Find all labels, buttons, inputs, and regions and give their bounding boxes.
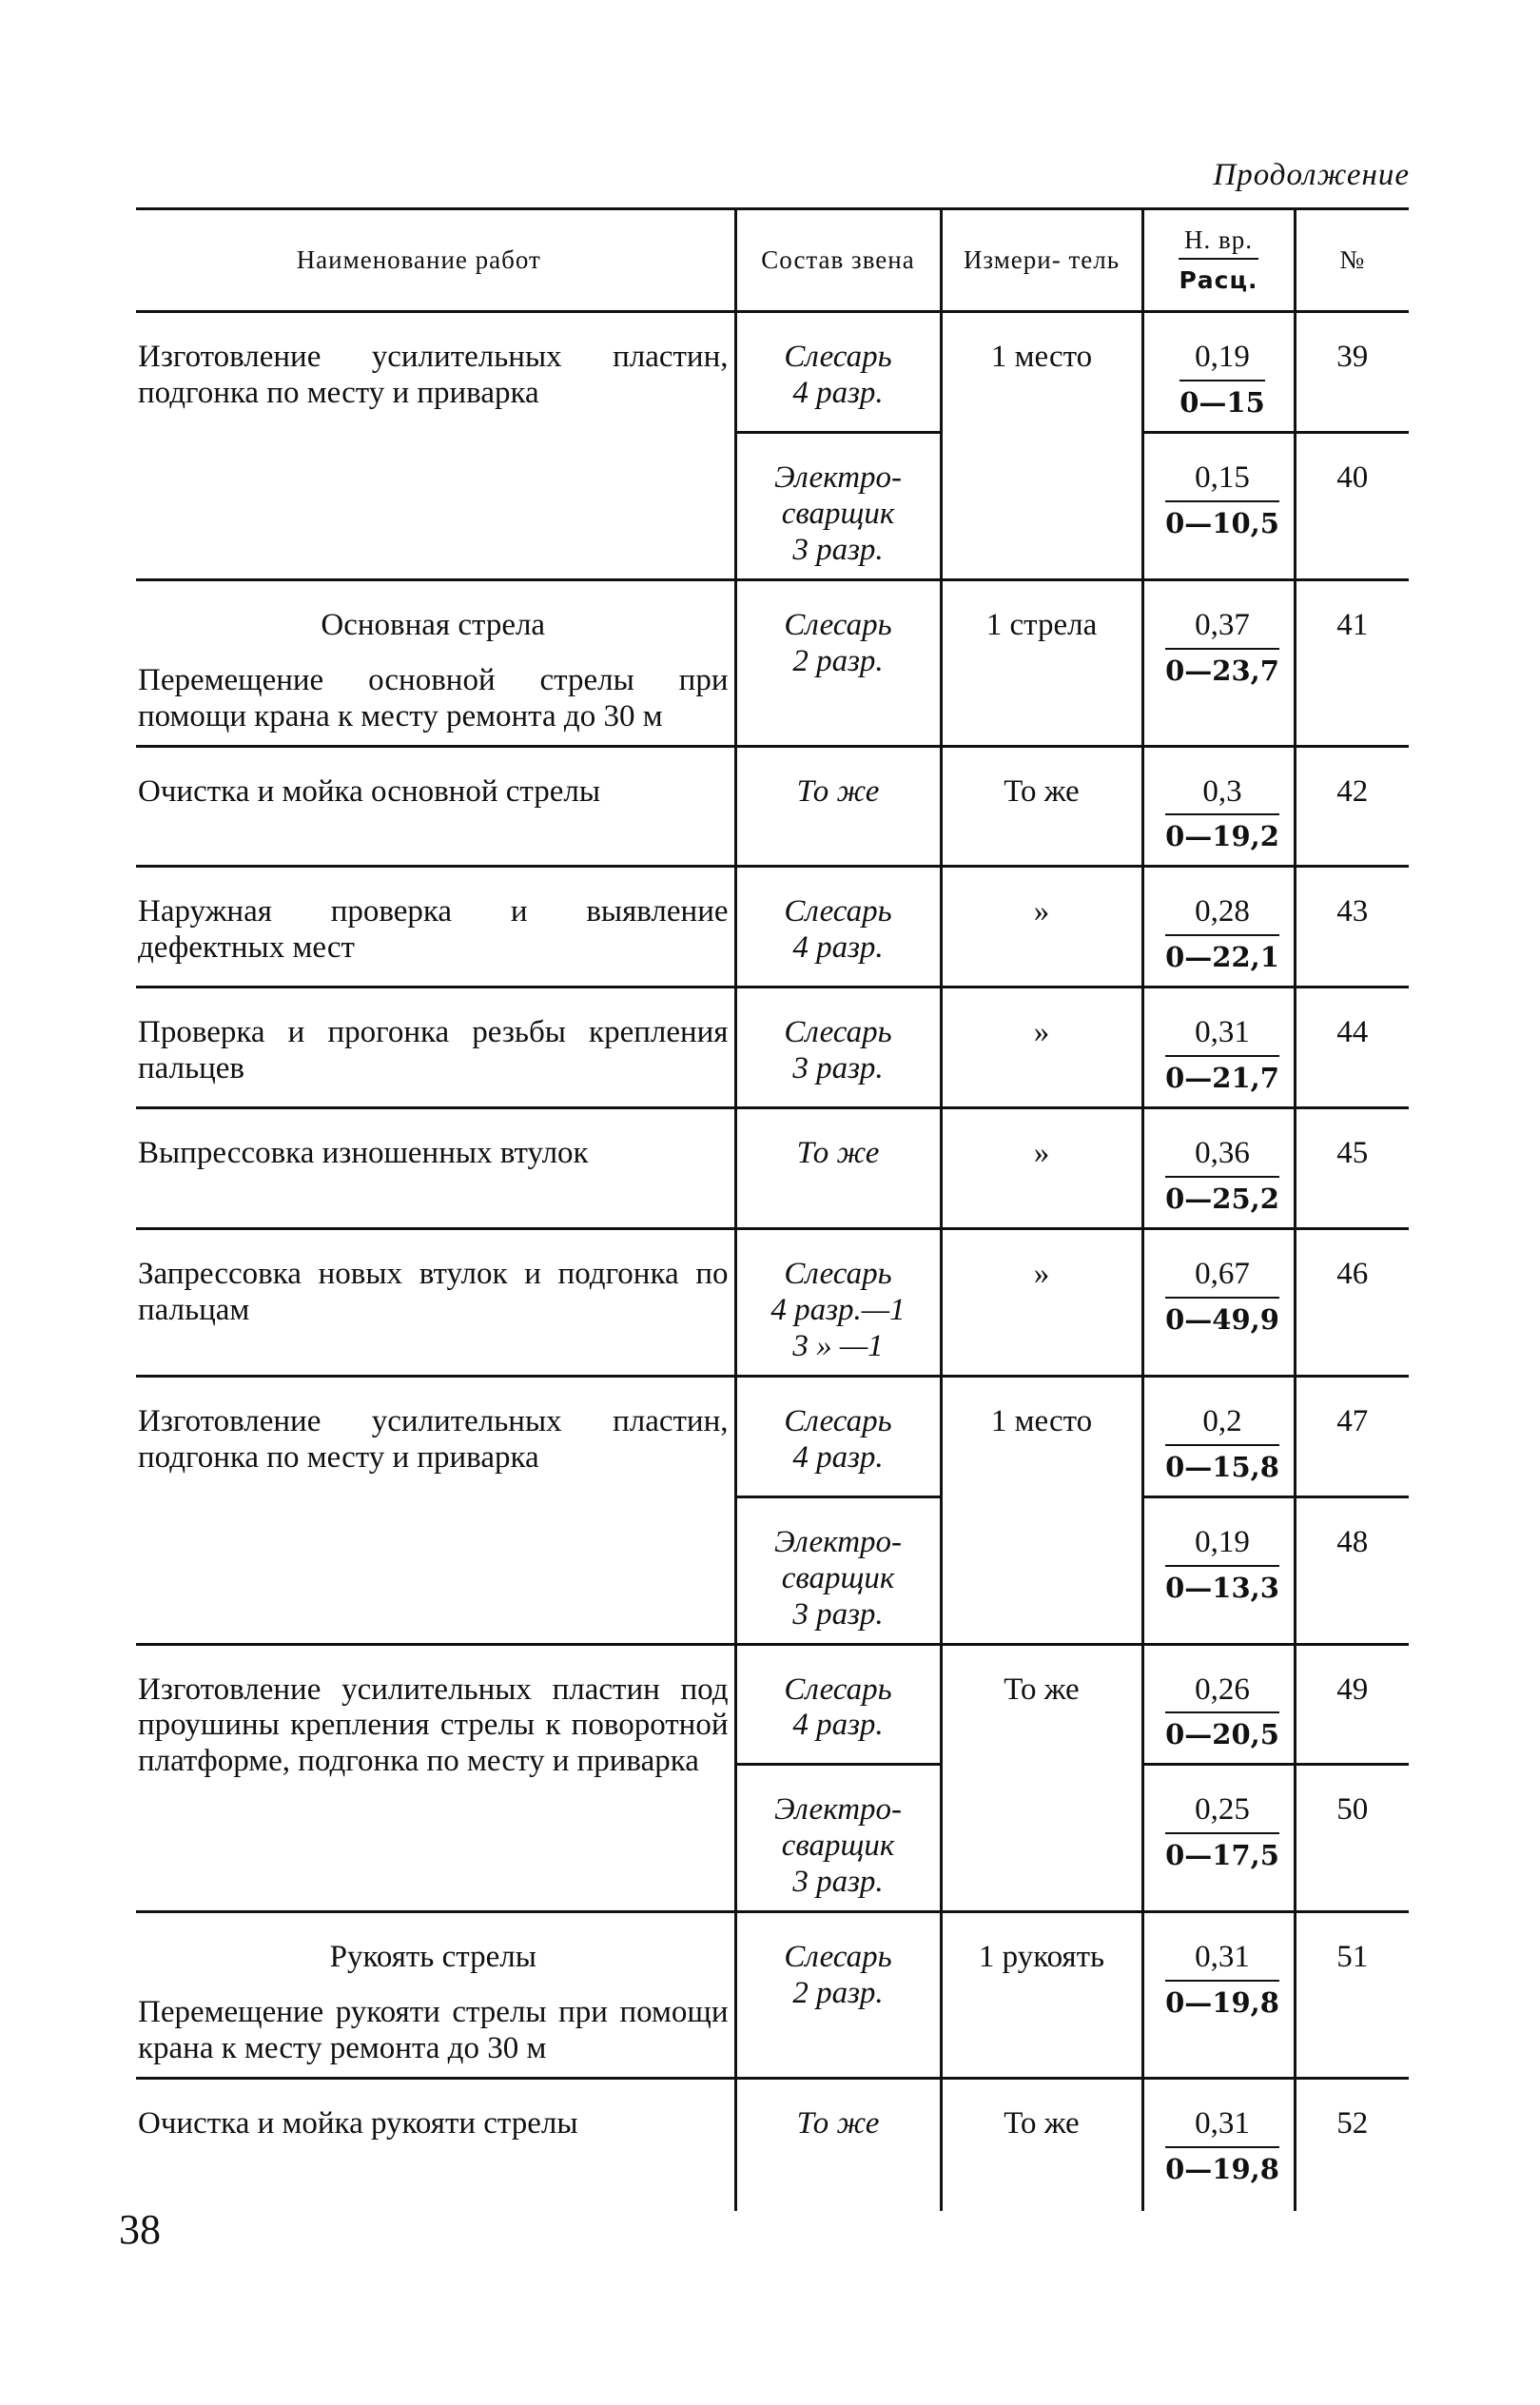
table-row xyxy=(136,579,1409,746)
norm-time: 0,37 xyxy=(1165,608,1279,650)
table-row xyxy=(136,2079,1409,2211)
work-name: Наружная проверка и выявление дефектных мест xyxy=(138,894,729,966)
work-name-cell xyxy=(136,1644,735,1912)
work-name-cell xyxy=(136,1912,735,2079)
section-title: Рукоять стрелы xyxy=(329,1940,536,1975)
norm-fraction xyxy=(1165,894,1279,973)
norm-cell xyxy=(1142,1912,1295,2079)
unit-cell: » xyxy=(941,987,1142,1108)
work-name-cell xyxy=(136,1376,735,1644)
rate: 0—23,7 xyxy=(1165,654,1279,687)
work-name: Запрессовка новых втулок и подгонка по пальцам xyxy=(138,1257,729,1327)
work-name: Очистка и мойка основной стрелы xyxy=(138,773,601,809)
crew-line: То же xyxy=(796,1136,880,1171)
table-row xyxy=(136,1644,1409,1765)
crew-line: Электро- xyxy=(773,459,903,495)
crew-line: 4 разр.—1 xyxy=(770,1292,906,1327)
norm-cell xyxy=(1142,867,1295,987)
norm-time: 0,2 xyxy=(1165,1404,1279,1446)
norms-table xyxy=(136,207,1409,2211)
crew-line: Слесарь xyxy=(784,1672,892,1707)
unit-cell: 1 место xyxy=(941,312,1142,580)
norm-fraction xyxy=(1165,1404,1279,1483)
row-number: 39 xyxy=(1295,312,1409,433)
unit-cell: » xyxy=(941,1229,1142,1377)
norm-fraction xyxy=(1165,1257,1279,1336)
crew-line: Слесарь xyxy=(784,1940,892,1975)
crew-line: сварщик xyxy=(781,1828,895,1864)
crew-line: Слесарь xyxy=(784,1257,892,1291)
table-row xyxy=(136,867,1409,987)
header-name: Наименование работ xyxy=(136,209,735,312)
norm-time: 0,19 xyxy=(1179,340,1265,381)
crew-cell xyxy=(735,2079,941,2211)
table-row xyxy=(136,1108,1409,1229)
unit-cell: 1 стрела xyxy=(941,579,1142,746)
work-name: Перемещение основной стрелы при помощи крана к месту ремонта до 30 м xyxy=(138,662,729,733)
unit-cell: » xyxy=(941,867,1142,987)
norm-time: 0,15 xyxy=(1165,460,1279,502)
crew-line: 3 разр. xyxy=(792,1865,884,1900)
table-row xyxy=(136,1912,1409,2079)
norm-time: 0,25 xyxy=(1165,1792,1279,1834)
norm-fraction xyxy=(1165,774,1279,853)
crew-line: 4 разр. xyxy=(792,375,884,410)
norm-fraction xyxy=(1165,1136,1279,1215)
row-number: 40 xyxy=(1295,432,1409,579)
crew-cell xyxy=(735,1496,941,1644)
table-row xyxy=(136,1229,1409,1377)
work-name-cell xyxy=(136,1229,735,1377)
crew-cell xyxy=(735,1108,941,1229)
norm-cell xyxy=(1142,987,1295,1108)
header-norm-time: Н. вр. xyxy=(1179,225,1258,260)
row-number: 41 xyxy=(1295,579,1409,746)
crew-cell xyxy=(735,1912,941,2079)
norm-time: 0,67 xyxy=(1165,1257,1279,1299)
crew-cell xyxy=(735,579,941,746)
rate: 0—49,9 xyxy=(1165,1302,1279,1336)
row-number: 44 xyxy=(1295,987,1409,1108)
unit-cell: 1 рукоять xyxy=(941,1912,1142,2079)
crew-line: 4 разр. xyxy=(792,1439,884,1475)
rate: 0—21,7 xyxy=(1165,1062,1279,1095)
header-unit: Измери- тель xyxy=(941,209,1142,312)
crew-line: 3 разр. xyxy=(792,532,884,567)
crew-cell xyxy=(735,432,941,579)
norm-time: 0,36 xyxy=(1165,1136,1279,1178)
norm-cell xyxy=(1142,746,1295,867)
norm-time: 0,19 xyxy=(1165,1525,1279,1567)
norm-cell xyxy=(1142,1229,1295,1377)
row-number: 45 xyxy=(1295,1108,1409,1229)
crew-cell xyxy=(735,1765,941,1912)
unit-cell: » xyxy=(941,1108,1142,1229)
crew-cell xyxy=(735,1376,941,1496)
crew-line: сварщик xyxy=(781,496,895,531)
norm-cell xyxy=(1142,1108,1295,1229)
norm-fraction xyxy=(1165,2106,1279,2185)
norm-fraction xyxy=(1165,1940,1279,2019)
norm-fraction xyxy=(1165,1792,1279,1871)
norm-time: 0,31 xyxy=(1165,2106,1279,2148)
header-crew: Состав звена xyxy=(735,209,941,312)
work-name: Проверка и прогонка резьбы крепления пальцев xyxy=(138,1015,729,1086)
row-number: 48 xyxy=(1295,1496,1409,1644)
row-number: 42 xyxy=(1295,746,1409,867)
continuation-label: Продолжение xyxy=(1213,158,1410,192)
table-row xyxy=(136,1376,1409,1496)
norm-cell xyxy=(1142,579,1295,746)
norm-fraction xyxy=(1165,460,1279,539)
work-name-cell xyxy=(136,579,735,746)
crew-line: Слесарь xyxy=(784,1015,892,1050)
work-name: Изготовление усилительных пластин, подгонка по месту и приварка xyxy=(138,1403,729,1475)
rate: 0—20,5 xyxy=(1165,1718,1279,1751)
crew-line: Слесарь xyxy=(784,1403,892,1438)
rate: 0—19,8 xyxy=(1165,1986,1279,2020)
work-name: Изготовление усилительных пластин, подгонка по месту и приварка xyxy=(138,340,729,410)
crew-line: 2 разр. xyxy=(792,643,884,678)
crew-line: 3 разр. xyxy=(792,1596,884,1632)
unit-cell: 1 место xyxy=(941,1376,1142,1644)
norm-cell xyxy=(1142,2079,1295,2211)
crew-cell xyxy=(735,1644,941,1765)
crew-line: 3 » —1 xyxy=(792,1328,884,1363)
work-name: Изготовление усилительных пластин под проушины крепления стрелы к поворотной платформе, подгонка по месту и приварка xyxy=(138,1672,729,1779)
row-number: 51 xyxy=(1295,1912,1409,2079)
page-number: 38 xyxy=(119,2206,161,2253)
norm-fraction xyxy=(1165,1525,1279,1604)
header-number: № xyxy=(1295,209,1409,312)
work-name: Очистка и мойка рукояти стрелы xyxy=(138,2106,578,2141)
table-row xyxy=(136,746,1409,867)
rate: 0—13,3 xyxy=(1165,1571,1279,1604)
row-number: 50 xyxy=(1295,1765,1409,1912)
crew-line: 2 разр. xyxy=(792,1976,884,2011)
norm-cell xyxy=(1142,1496,1295,1644)
norm-fraction xyxy=(1179,340,1265,419)
work-name: Выпрессовка изношенных втулок xyxy=(138,1136,589,1171)
row-number: 52 xyxy=(1295,2079,1409,2211)
norm-fraction xyxy=(1165,1672,1279,1751)
work-name-cell xyxy=(136,867,735,987)
rate: 0—19,2 xyxy=(1165,820,1279,853)
norm-cell xyxy=(1142,1376,1295,1496)
header-rate: Расц. xyxy=(1179,266,1258,294)
rate: 0—10,5 xyxy=(1165,506,1279,539)
rate: 0—22,1 xyxy=(1165,941,1279,974)
rate: 0—15 xyxy=(1179,385,1265,419)
work-name: Перемещение рукояти стрелы при помощи крана к месту ремонта до 30 м xyxy=(138,1995,729,2066)
norm-time: 0,3 xyxy=(1165,774,1279,816)
rate: 0—25,2 xyxy=(1165,1183,1279,1216)
norm-fraction xyxy=(1165,608,1279,687)
header-norm xyxy=(1142,209,1295,312)
section-title: Основная стрела xyxy=(321,607,546,642)
row-number: 43 xyxy=(1295,867,1409,987)
work-name-cell xyxy=(136,312,735,580)
crew-cell xyxy=(735,867,941,987)
crew-line: Слесарь xyxy=(784,340,892,374)
rate: 0—15,8 xyxy=(1165,1450,1279,1483)
crew-line: Электро- xyxy=(773,1792,903,1828)
norm-time: 0,31 xyxy=(1165,1940,1279,1982)
crew-line: То же xyxy=(796,773,880,809)
crew-line: 3 разр. xyxy=(792,1051,884,1086)
norm-cell xyxy=(1142,312,1295,433)
crew-cell xyxy=(735,987,941,1108)
norm-time: 0,26 xyxy=(1165,1672,1279,1714)
work-name-cell xyxy=(136,746,735,867)
row-number: 47 xyxy=(1295,1376,1409,1496)
crew-line: Слесарь xyxy=(784,607,892,642)
unit-cell: То же xyxy=(941,2079,1142,2211)
work-name-cell xyxy=(136,2079,735,2211)
crew-line: 4 разр. xyxy=(792,1708,884,1743)
norm-time: 0,28 xyxy=(1165,894,1279,936)
norm-cell xyxy=(1142,1644,1295,1765)
unit-cell: То же xyxy=(941,1644,1142,1912)
rate: 0—17,5 xyxy=(1165,1839,1279,1872)
work-name-cell xyxy=(136,987,735,1108)
row-number: 46 xyxy=(1295,1229,1409,1377)
crew-line: То же xyxy=(796,2106,880,2141)
header-row xyxy=(136,209,1409,312)
unit-cell: То же xyxy=(941,746,1142,867)
crew-cell xyxy=(735,312,941,433)
table-body xyxy=(136,312,1409,2211)
table-row xyxy=(136,987,1409,1108)
row-number: 49 xyxy=(1295,1644,1409,1765)
rate: 0—19,8 xyxy=(1165,2152,1279,2185)
crew-line: Слесарь xyxy=(784,894,892,929)
crew-cell xyxy=(735,1229,941,1377)
work-name-cell xyxy=(136,1108,735,1229)
norm-cell xyxy=(1142,1765,1295,1912)
crew-cell xyxy=(735,746,941,867)
norm-time: 0,31 xyxy=(1165,1015,1279,1057)
crew-line: сварщик xyxy=(781,1560,895,1595)
norm-fraction xyxy=(1165,1015,1279,1094)
table-row xyxy=(136,312,1409,433)
crew-line: Электро- xyxy=(773,1524,903,1559)
crew-line: 4 разр. xyxy=(792,930,884,966)
norm-cell xyxy=(1142,432,1295,579)
